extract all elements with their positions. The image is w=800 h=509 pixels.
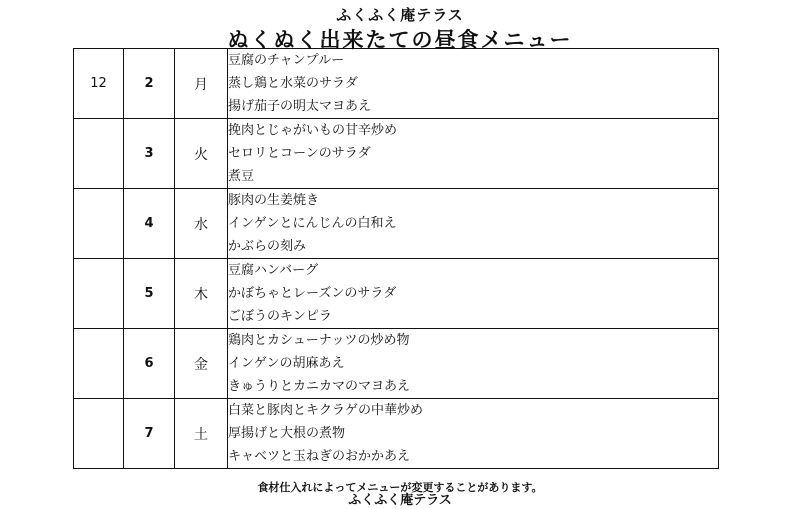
weekday-cell: 金	[175, 329, 228, 399]
menu-day-row	[74, 259, 719, 329]
footer-shop-name: ふくふく庵テラス	[348, 493, 452, 508]
month-cell	[74, 399, 124, 469]
menu-table	[73, 48, 719, 469]
month-cell	[74, 259, 124, 329]
menu-day-row	[74, 49, 719, 119]
menu-day-row	[74, 329, 719, 399]
weekday-cell: 水	[175, 189, 228, 259]
weekday-cell: 木	[175, 259, 228, 329]
month-cell	[74, 119, 124, 189]
weekday-cell: 火	[175, 119, 228, 189]
dish-item: かぼちゃとレーズンのサラダ	[228, 286, 397, 301]
menu-day-row	[74, 119, 719, 189]
day-cell: 4	[124, 189, 175, 259]
dish-item: インゲンの胡麻あえ	[228, 356, 345, 371]
shop-name: ふくふく庵テラス	[336, 6, 464, 24]
dish-item: 鶏肉とカシューナッツの炒め物	[228, 333, 410, 348]
day-cell: 6	[124, 329, 175, 399]
dishes-cell	[228, 259, 719, 329]
weekday-cell: 月	[175, 49, 228, 119]
menu-day-row	[74, 189, 719, 259]
dish-item: 煮豆	[228, 169, 255, 184]
dish-item: 白菜と豚肉とキクラゲの中華炒め	[228, 403, 424, 418]
dish-item: 蒸し鶏と水菜のサラダ	[228, 76, 358, 91]
day-cell: 2	[124, 49, 175, 119]
month-cell	[74, 329, 124, 399]
dish-item: きゅうりとカニカマのマヨあえ	[228, 379, 411, 394]
dish-item: キャベツと玉ねぎのおかかあえ	[228, 449, 411, 464]
dish-item: 厚揚げと大根の煮物	[228, 426, 346, 441]
dish-item: セロリとコーンのサラダ	[228, 146, 371, 161]
month-cell: 12	[74, 49, 124, 119]
dish-item: 挽肉とじゃがいもの甘辛炒め	[228, 123, 398, 138]
menu-title: ぬくぬく出来たての昼食メニュー	[227, 28, 573, 52]
dish-item: 豆腐ハンバーグ	[228, 263, 319, 278]
day-cell: 7	[124, 399, 175, 469]
dish-item: ごぼうのキンピラ	[228, 309, 332, 324]
dish-item: 揚げ茄子の明太マヨあえ	[228, 99, 372, 114]
day-cell: 5	[124, 259, 175, 329]
month-cell	[74, 189, 124, 259]
menu-table-body	[74, 49, 719, 469]
dish-item: 豚肉の生姜焼き	[228, 193, 320, 208]
dishes-cell	[228, 329, 719, 399]
day-cell: 3	[124, 119, 175, 189]
dishes-cell	[228, 189, 719, 259]
menu-day-row	[74, 399, 719, 469]
dishes-cell	[228, 49, 719, 119]
dishes-cell	[228, 399, 719, 469]
weekday-cell: 土	[175, 399, 228, 469]
dishes-cell	[228, 119, 719, 189]
dish-item: 豆腐のチャンプルー	[228, 53, 345, 68]
dish-item: インゲンとにんじんの白和え	[228, 216, 397, 231]
dish-item: かぶらの刻み	[228, 239, 307, 254]
menu-change-note: 食材仕入れによってメニューが変更することがあります。	[257, 481, 543, 494]
